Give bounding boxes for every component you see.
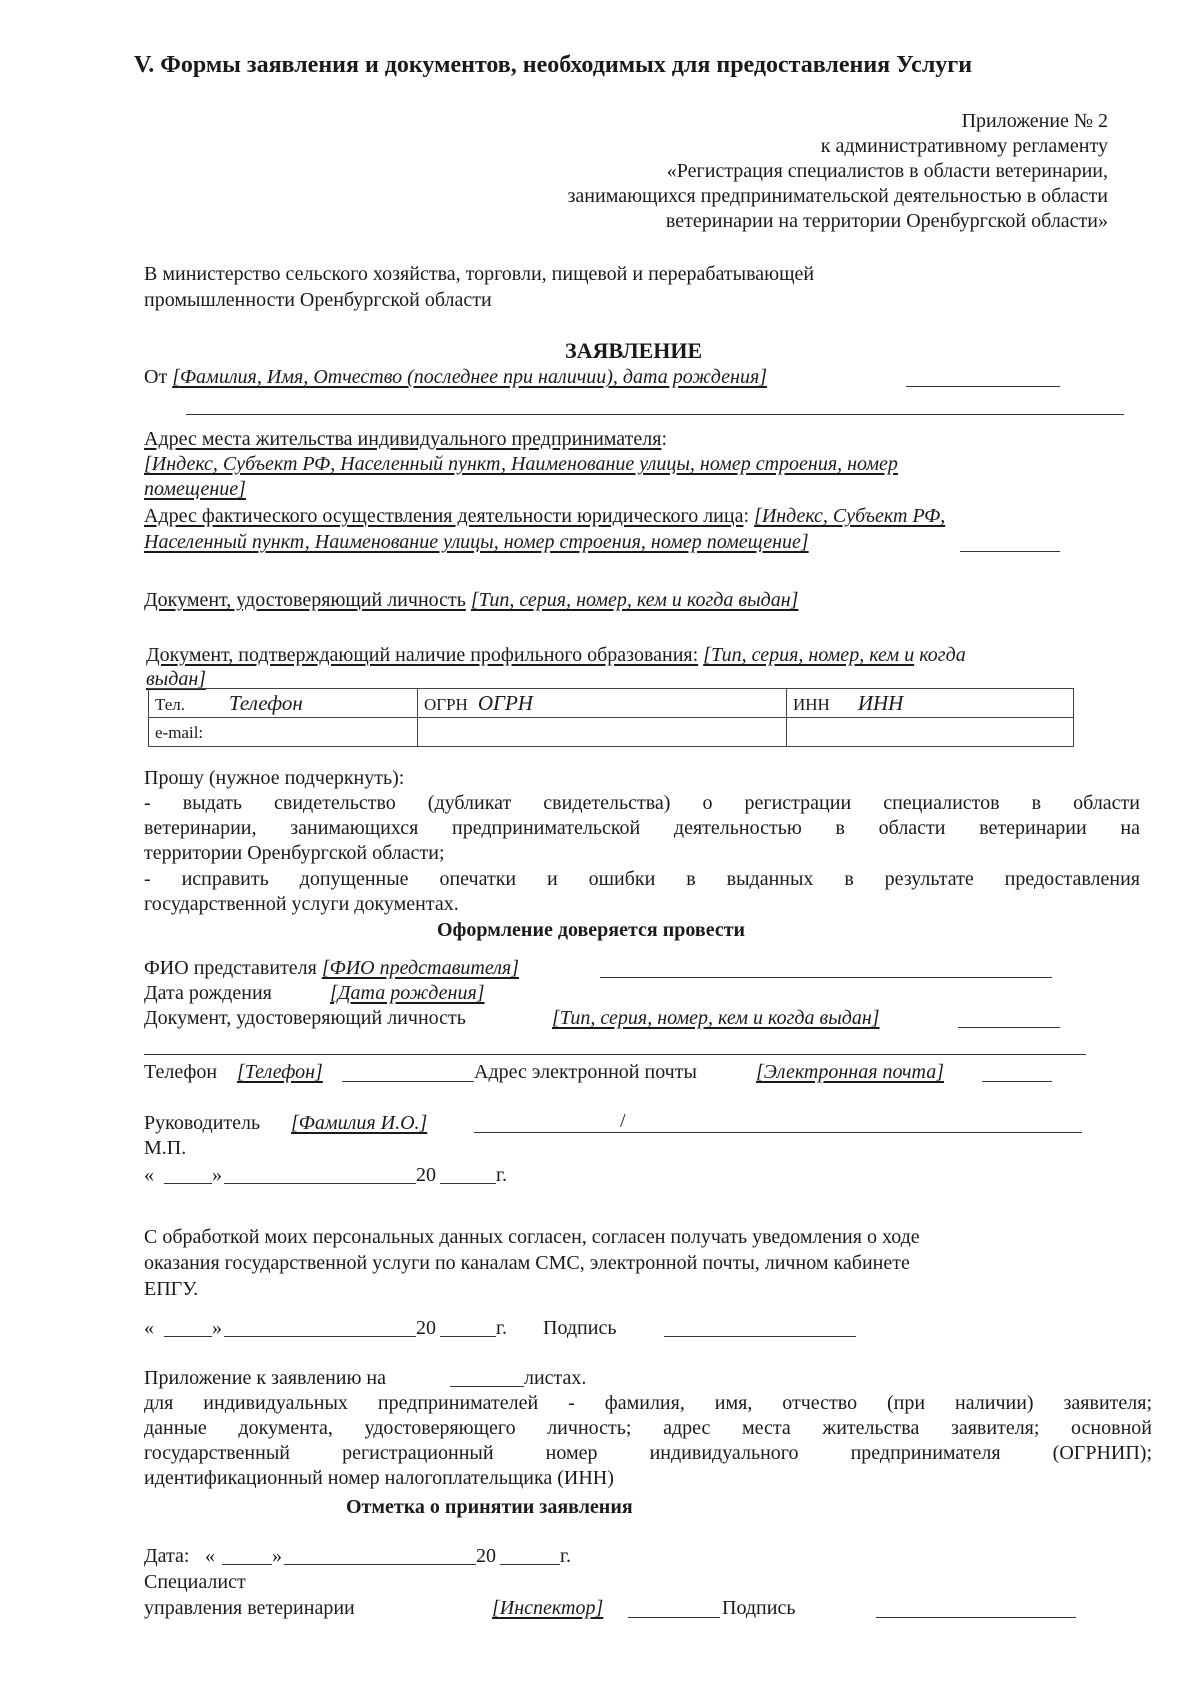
from-fill-line (906, 386, 1060, 387)
head-day-line (164, 1183, 212, 1184)
residence-label: Адрес места жительства индивидуального предпринимателя (144, 428, 662, 450)
residence-label-row: Адрес места жительства индивидуального предпринимателя: (144, 428, 668, 450)
contacts-row-2 (149, 718, 1074, 747)
actual-address-fill-line (960, 551, 1060, 552)
id-doc-label: Документ, удостоверяющий личность (144, 589, 466, 611)
rep-fio-label: ФИО представителя (144, 957, 317, 979)
appendix-line-3: «Регистрация специалистов в области ветеринарии, (666, 160, 1108, 182)
acceptance-inspector-value: [Инспектор] (492, 1597, 604, 1619)
contacts-table (148, 688, 1074, 747)
email-cell (149, 718, 418, 747)
contacts-row-1 (149, 689, 1074, 718)
head-mp: М.П. (144, 1137, 187, 1159)
head-date-close: » (212, 1164, 222, 1186)
rep-fio-row (144, 955, 519, 981)
consent-line-3: ЕПГУ. (144, 1278, 199, 1300)
ogrn-value: ОГРН (477, 690, 533, 715)
acceptance-date-open: « (205, 1545, 215, 1567)
id-doc-value: [Тип, серия, номер, кем и когда выдан] (470, 589, 799, 611)
acceptance-specialist-line-2: управления ветеринарии (144, 1597, 355, 1619)
acceptance-date-label: Дата: (144, 1545, 190, 1567)
actual-address-value-1: [Индекс, Субъект РФ, (754, 505, 946, 527)
head-value: [Фамилия И.О.] (291, 1112, 428, 1134)
inn-value: ИНН (857, 690, 904, 715)
consent-signature-label: Подпись (543, 1317, 617, 1339)
acceptance-year-prefix: 20 (476, 1545, 496, 1567)
inn-cell (787, 689, 1074, 718)
head-slash: / (620, 1110, 626, 1132)
rep-email-value: [Электронная почта] (756, 1061, 945, 1083)
addressee-line-1: В министерство сельского хозяйства, торговли, пищевой и перерабатывающей (144, 263, 815, 285)
representative-heading: Оформление доверяется провести (437, 919, 746, 941)
head-month-line (224, 1183, 416, 1184)
from-value: [Фамилия, Имя, Отчество (последнее при наличии), дата рождения] (172, 366, 768, 388)
rep-email-fill-line (982, 1081, 1052, 1082)
ogrn-label: ОГРН (424, 694, 468, 714)
appendix-line-2: к административному регламенту (820, 135, 1108, 157)
edu-doc-value-3: выдан] (146, 668, 207, 690)
acceptance-signature-line (876, 1617, 1076, 1618)
rep-email-label: Адрес электронной почты (474, 1061, 697, 1083)
rep-doc-label: Документ, удостоверяющий личность (144, 1007, 466, 1029)
from-extra-line (186, 414, 1124, 415)
attachment-line-4: идентификационный номер налогоплательщика (ИНН) (144, 1467, 614, 1489)
edu-doc-value-2: когда (919, 644, 966, 666)
acceptance-year-suffix: г. (560, 1545, 571, 1567)
request-item1-line2: ветеринарии, занимающихся предпринимательской деятельностью в области ветеринарии на (144, 817, 1140, 839)
actual-address-label: Адрес фактического осуществления деятельности юридического лица (144, 505, 744, 527)
rep-birth-label: Дата рождения (144, 982, 272, 1004)
acceptance-month-line (284, 1564, 476, 1565)
consent-month-line (224, 1336, 416, 1337)
from-row (144, 364, 767, 390)
tel-cell (149, 689, 418, 718)
consent-signature-line (664, 1336, 856, 1337)
attachment-pages-line (450, 1386, 524, 1387)
consent-year-prefix: 20 (416, 1317, 436, 1339)
email-label: e-mail: (155, 722, 204, 742)
acceptance-date-close: » (272, 1545, 282, 1567)
application-heading: ЗАЯВЛЕНИЕ (565, 338, 703, 363)
consent-year-line (440, 1336, 496, 1337)
rep-phone-value: [Телефон] (237, 1061, 323, 1083)
head-year-prefix: 20 (416, 1164, 436, 1186)
actual-address-row: Адрес фактического осуществления деятельности юридического лица: [Индекс, Субъект РФ, (144, 505, 946, 527)
tel-value: Телефон (229, 690, 303, 715)
rep-fio-value: [ФИО представителя] (321, 957, 519, 979)
rep-doc-value: [Тип, серия, номер, кем и когда выдан] (552, 1007, 880, 1029)
rep-fio-fill-line (600, 977, 1052, 978)
acceptance-specialist-line-1: Специалист (144, 1571, 246, 1593)
head-date-open: « (144, 1164, 154, 1186)
attachment-line-3: государственный регистрационный номер индивидуального предпринимателя (ОГРНИП); (144, 1442, 1152, 1464)
head-year-line (440, 1183, 496, 1184)
edu-doc-label: Документ, подтверждающий наличие профильного образования: (146, 644, 699, 666)
request-item2-line1: - исправить допущенные опечатки и ошибки в выданных в результате предоставления (144, 868, 1140, 890)
head-year-suffix: г. (496, 1164, 507, 1186)
consent-line-2: оказания государственной услуги по каналам СМС, электронной почты, личном кабинете (144, 1252, 910, 1274)
head-fill-line-2 (654, 1132, 1082, 1133)
consent-year-suffix: г. (496, 1317, 507, 1339)
appendix-line-1: Приложение № 2 (961, 110, 1108, 132)
residence-value-2: помещение] (144, 478, 246, 500)
request-item2-line2: государственной услуги документах. (144, 893, 459, 915)
from-label: От (144, 366, 168, 388)
head-label: Руководитель (144, 1112, 261, 1134)
page-title: V. Формы заявления и документов, необходимых для предоставления Услуги (134, 52, 973, 78)
addressee-line-2: промышленности Оренбургской области (144, 289, 492, 311)
consent-line-1: С обработкой моих персональных данных согласен, согласен получать уведомления о ходе (144, 1226, 920, 1248)
id-doc-row (144, 587, 798, 613)
attachment-line-1: для индивидуальных предпринимателей - фамилия, имя, отчество (при наличии) заявителя; (144, 1392, 1152, 1414)
edu-doc-value-1: [Тип, серия, номер, кем и (703, 644, 915, 666)
appendix-line-5: ветеринарии на территории Оренбургской области» (665, 210, 1108, 232)
acceptance-year-line (500, 1564, 560, 1565)
rep-birth-value: [Дата рождения] (330, 982, 485, 1004)
ogrn-cell (418, 689, 787, 718)
request-item1-line3: территории Оренбургской области; (144, 842, 445, 864)
appendix-line-4: занимающихся предпринимательской деятельностью в области (567, 185, 1108, 207)
consent-date-open: « (144, 1317, 154, 1339)
inn-label: ИНН (793, 694, 830, 714)
head-fill-line-1 (474, 1132, 654, 1133)
consent-date-close: » (212, 1317, 222, 1339)
acceptance-signature-label: Подпись (722, 1597, 796, 1619)
ogrn-empty-cell (418, 718, 787, 747)
inn-empty-cell (787, 718, 1074, 747)
acceptance-day-line (222, 1564, 272, 1565)
rep-doc-extra-line (144, 1054, 1086, 1055)
consent-day-line (164, 1336, 212, 1337)
rep-phone-label: Телефон (144, 1061, 218, 1083)
edu-doc-row (146, 642, 966, 668)
tel-label: Тел. (155, 694, 186, 714)
acceptance-inspector-fill-line (628, 1617, 720, 1618)
request-item1-line1: - выдать свидетельство (дубликат свидетельства) о регистрации специалистов в области (144, 792, 1140, 814)
actual-address-value-2: Населенный пункт, Наименование улицы, номер строения, номер помещение] (144, 531, 809, 553)
acceptance-heading: Отметка о принятии заявления (346, 1496, 633, 1518)
rep-doc-fill-line (958, 1027, 1060, 1028)
attachment-suffix: листах. (524, 1367, 587, 1389)
rep-phone-fill-line (342, 1081, 474, 1082)
request-intro: Прошу (нужное подчеркнуть): (144, 767, 405, 789)
attachment-prefix: Приложение к заявлению на (144, 1367, 387, 1389)
residence-value-1: [Индекс, Субъект РФ, Населенный пункт, Наименование улицы, номер строения, номер (144, 453, 898, 475)
attachment-line-2: данные документа, удостоверяющего личность; адрес места жительства заявителя; основной (144, 1417, 1152, 1439)
